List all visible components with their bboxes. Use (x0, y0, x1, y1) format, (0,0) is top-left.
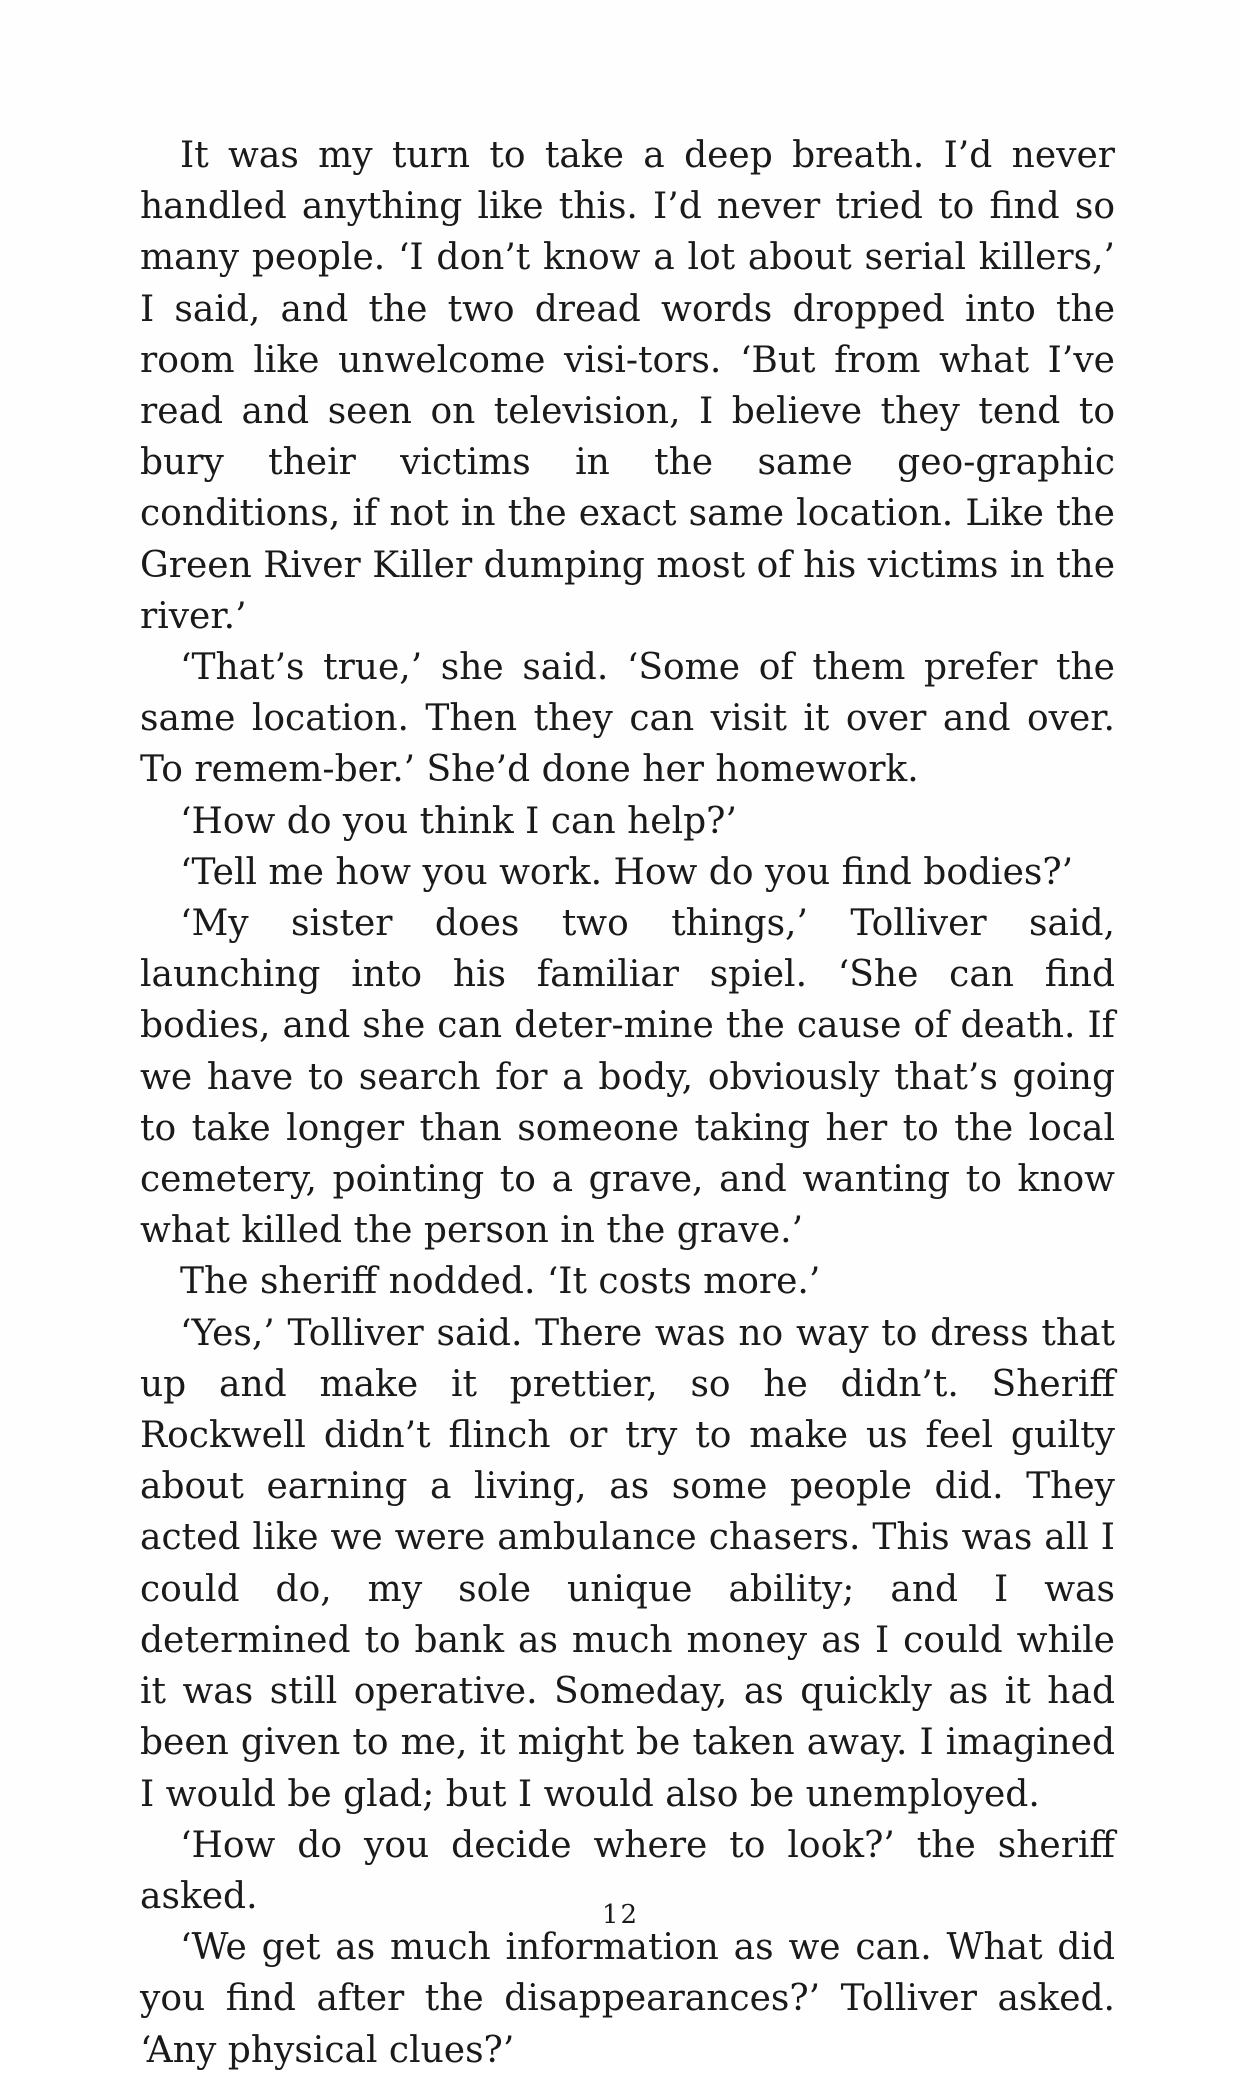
paragraph-4: ‘Tell me how you work. How do you find bodies?’ (180, 851, 1074, 893)
paragraph-3: ‘How do you think I can help?’ (180, 800, 737, 842)
paragraph-5: ‘My sister does two things,’ Tolliver said, launching into his familiar spiel. ‘She can find bodies, and she can deter-mine the cause of death. If we have to search for a body, obviously that’s going to take longer than someone taking her to the local cemetery, pointing to a grave, and wanting to know what killed the person in the grave.’ (140, 903, 1115, 1252)
paragraph-7: ‘Yes,’ Tolliver said. There was no way to dress that up and make it prettier, so he didn’t. Sheriff Rockwell didn’t flinch or try to make us feel guilty about earning a living, as some people did. They acted like we were ambulance chasers. This was all I could do, my sole unique ability; and I was determined to bank as much money as I could while it was still operative. Someday, as quickly as it had been given to me, it might be taken away. I imagined I would be glad; but I would also be unemployed. (140, 1312, 1115, 1815)
page-number: 12 (601, 1900, 640, 1930)
paragraph-6: The sheriff nodded. ‘It costs more.’ (180, 1261, 821, 1303)
paragraph-1: It was my turn to take a deep breath. I’d never handled anything like this. I’d never tried to find so many people. ‘I don’t know a lot about serial killers,’ I said, and the two dread words dropped into the room like unwelcome visi-tors. ‘But from what I’ve read and seen on television, I believe they tend to bury their victims in the same geo-graphic conditions, if not in the exact same location. Like the Green River Killer dumping most of his victims in the river.’ (140, 135, 1115, 637)
body-text (140, 130, 1115, 2076)
paragraph-2: ‘That’s true,’ she said. ‘Some of them prefer the same location. Then they can visit it over and over. To remem-ber.’ She’d done her homework. (140, 647, 1115, 791)
paragraph-9: ‘We get as much information as we can. What did you find after the disappearances?’ Tolliver asked. ‘Any physical clues?’ (140, 1927, 1115, 2071)
paragraph-8: ‘How do you decide where to look?’ the sheriff asked. (140, 1824, 1115, 1917)
